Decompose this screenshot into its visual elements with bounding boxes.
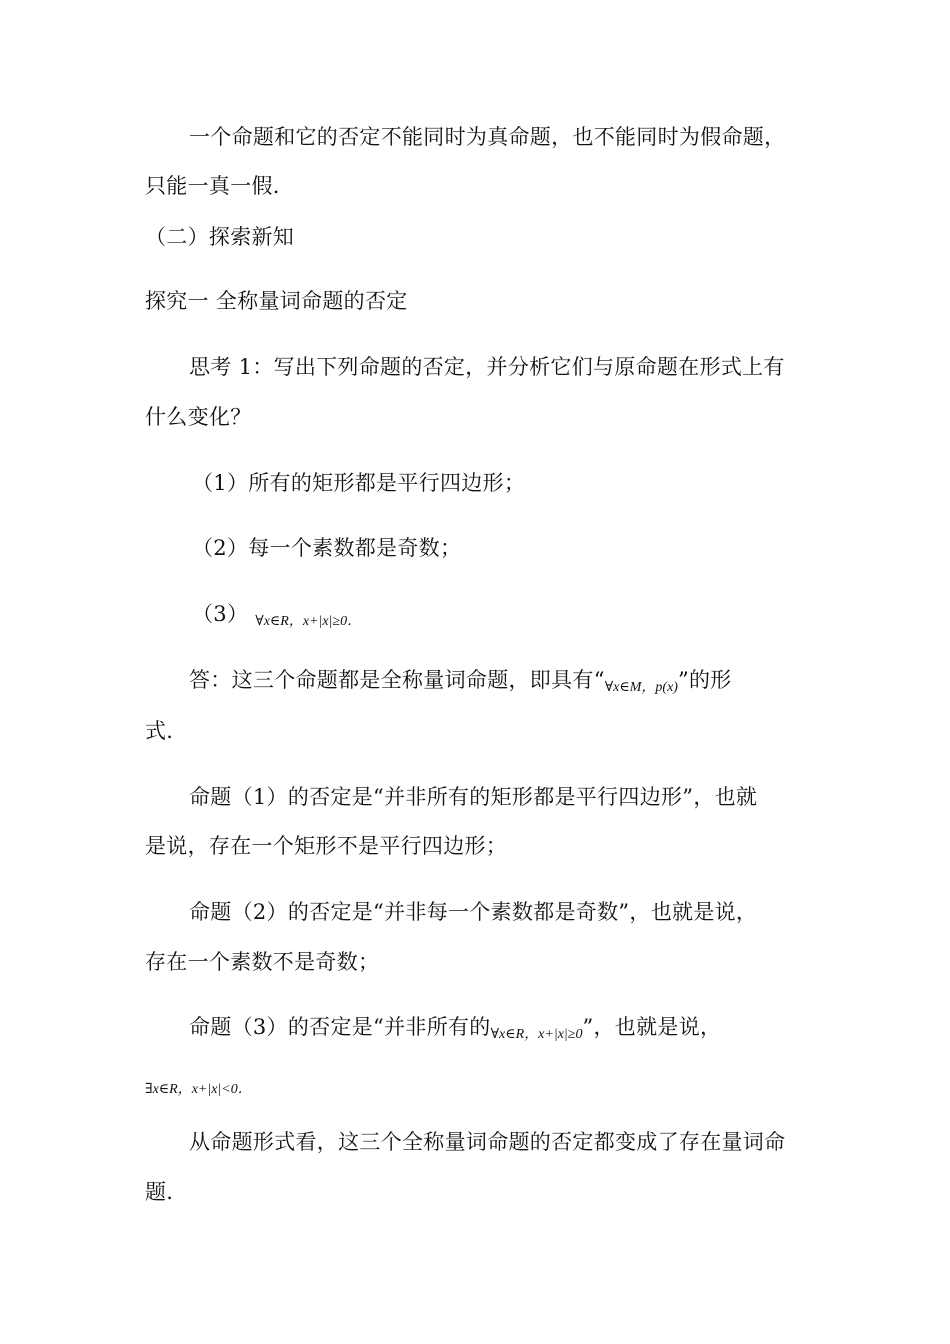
think1-item-2: （2）每一个素数都是奇数； xyxy=(192,536,462,560)
inquiry-title: 探究一 全称量词命题的否定 xyxy=(145,289,408,313)
answer-line-2: 式. xyxy=(145,719,174,743)
conclusion-line-2: 题. xyxy=(145,1180,174,1204)
neg1-line-2: 是说，存在一个矩形不是平行四边形； xyxy=(145,834,508,858)
answer-formula: ∀x∈M，p(x) xyxy=(604,680,678,695)
answer-prefix: 答：这三个命题都是全称量词命题，即具有“ xyxy=(189,668,605,692)
think1-item-1: （1）所有的矩形都是平行四边形； xyxy=(192,471,526,495)
think1-line-2: 什么变化？ xyxy=(145,405,252,429)
neg3-prefix: 命题（3）的否定是“并非所有的 xyxy=(189,1015,491,1039)
neg2-line-1: 命题（2）的否定是“并非每一个素数都是奇数”，也就是说， xyxy=(189,900,758,924)
answer-line-1 xyxy=(189,666,732,702)
neg3-line-1 xyxy=(189,1013,721,1049)
answer-suffix: ”的形 xyxy=(677,668,732,692)
neg2-line-2: 存在一个素数不是奇数； xyxy=(145,950,380,974)
neg3-negation-formula: ∃x∈R，x+|x|<0． xyxy=(145,1082,252,1097)
neg3-line-2 xyxy=(145,1068,252,1104)
section-heading: （二）探索新知 xyxy=(145,225,295,249)
think1-line-1: 思考 1：写出下列命题的否定，并分析它们与原命题在形式上有 xyxy=(189,355,785,379)
neg1-line-1: 命题（1）的否定是“并非所有的矩形都是平行四边形”，也就 xyxy=(189,785,758,809)
neg3-suffix: ”，也就是说， xyxy=(582,1015,722,1039)
item-3-formula: ∀x∈R，x+|x|≥0． xyxy=(255,614,362,629)
think1-item-3 xyxy=(192,600,361,636)
item-3-label: （3） xyxy=(192,602,249,626)
neg3-formula: ∀x∈R，x+|x|≥0 xyxy=(490,1027,583,1042)
intro-line-1: 一个命题和它的否定不能同时为真命题，也不能同时为假命题， xyxy=(189,125,786,149)
conclusion-line-1: 从命题形式看，这三个全称量词命题的否定都变成了存在量词命 xyxy=(189,1130,786,1154)
intro-line-2: 只能一真一假. xyxy=(145,174,280,198)
